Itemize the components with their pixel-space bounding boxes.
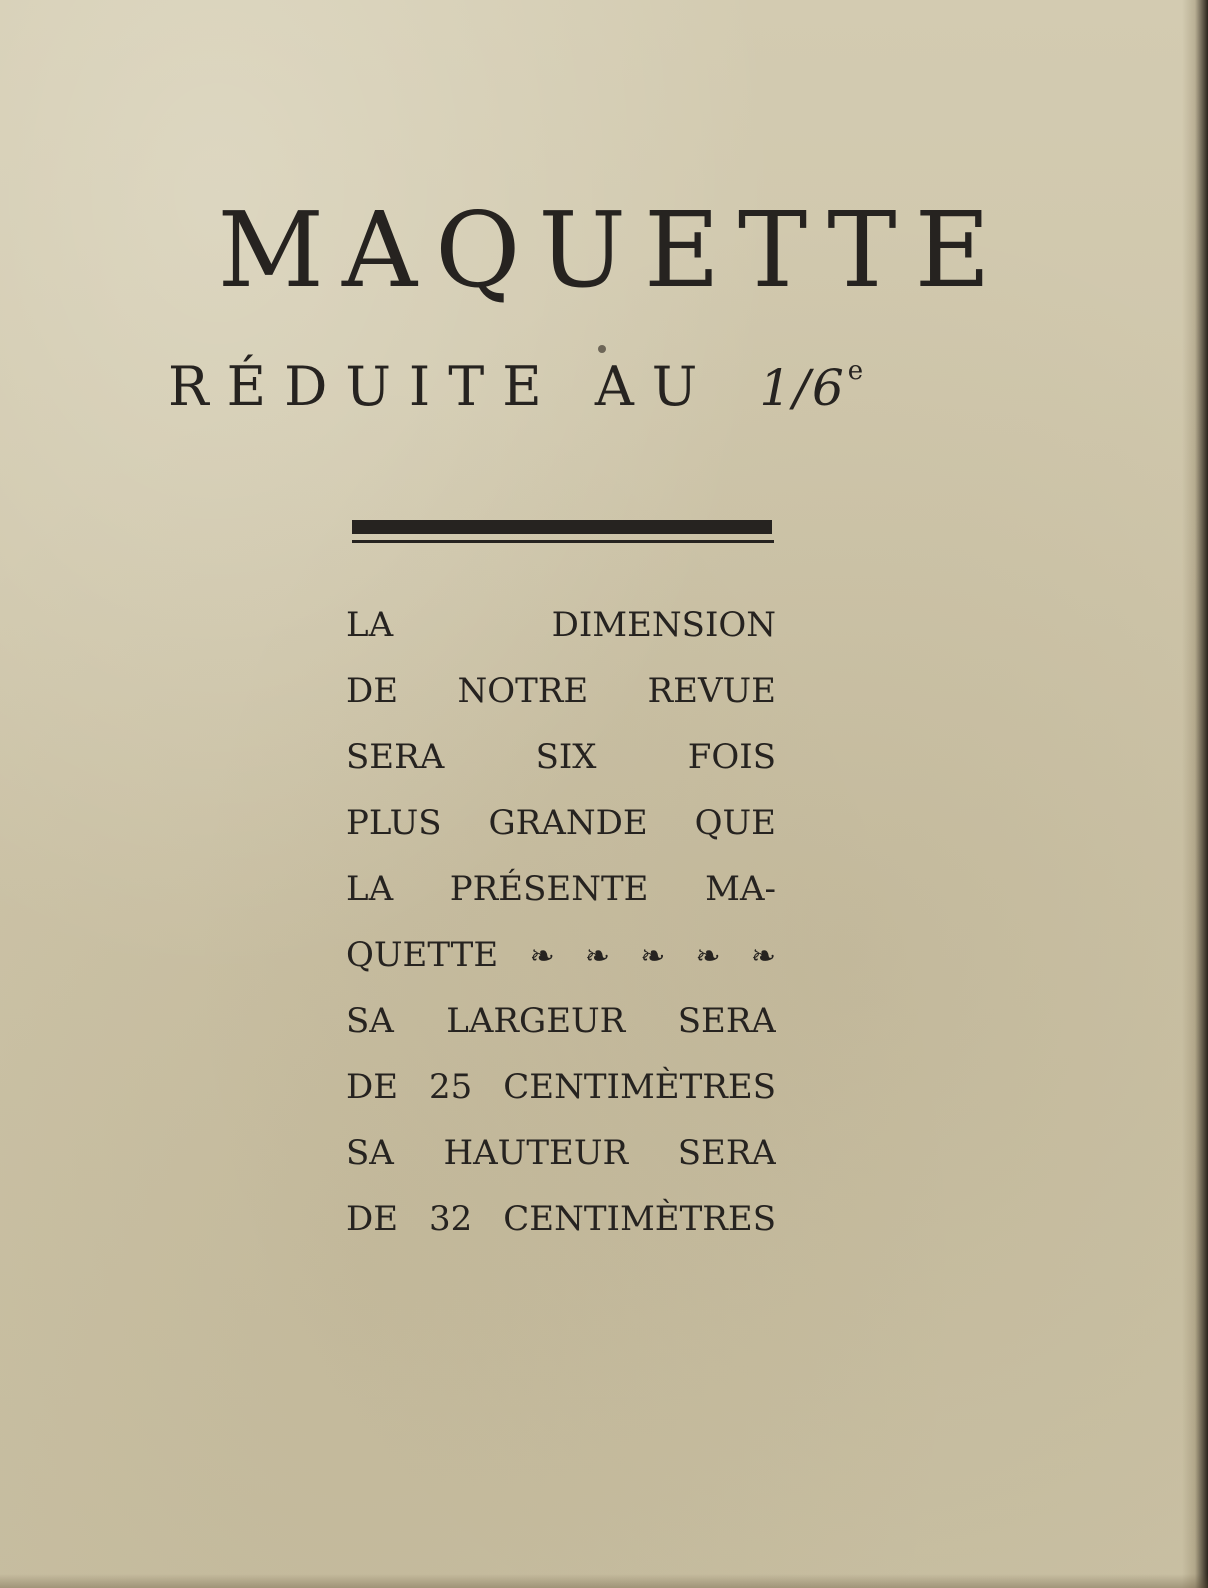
ornament-glyphs: ❧ ❧ ❧ ❧ ❧ xyxy=(529,939,776,974)
body-line: LA PRÉSENTE MA- xyxy=(346,869,776,909)
paper-speck xyxy=(598,345,606,353)
page-subtitle xyxy=(168,355,1048,418)
divider-rule-thin xyxy=(352,540,774,543)
page-title: MAQUETTE xyxy=(217,189,1009,311)
subtitle-text: RÉDUITE AU xyxy=(168,355,716,418)
body-line: PLUS GRANDE QUE xyxy=(346,803,776,843)
scale-fraction-value: 1/6 xyxy=(759,359,846,417)
body-text xyxy=(346,592,776,1252)
body-line: DE NOTRE REVUE xyxy=(346,671,776,711)
body-line-with-ornaments xyxy=(346,922,776,988)
body-line: LA DIMENSION xyxy=(346,605,776,645)
body-line: SA LARGEUR SERA xyxy=(346,1001,776,1041)
scale-fraction-ordinal: e xyxy=(847,356,866,386)
scale-fraction xyxy=(759,356,866,417)
body-line: QUETTE xyxy=(346,935,499,975)
body-line: SA HAUTEUR SERA xyxy=(346,1133,776,1173)
page-edge-shadow-bottom xyxy=(0,1574,1208,1588)
divider-rule-thick xyxy=(352,520,772,534)
body-line: DE 25 CENTIMÈTRES xyxy=(346,1067,776,1107)
body-line: DE 32 CENTIMÈTRES xyxy=(346,1199,776,1239)
body-line: SERA SIX FOIS xyxy=(346,737,776,777)
